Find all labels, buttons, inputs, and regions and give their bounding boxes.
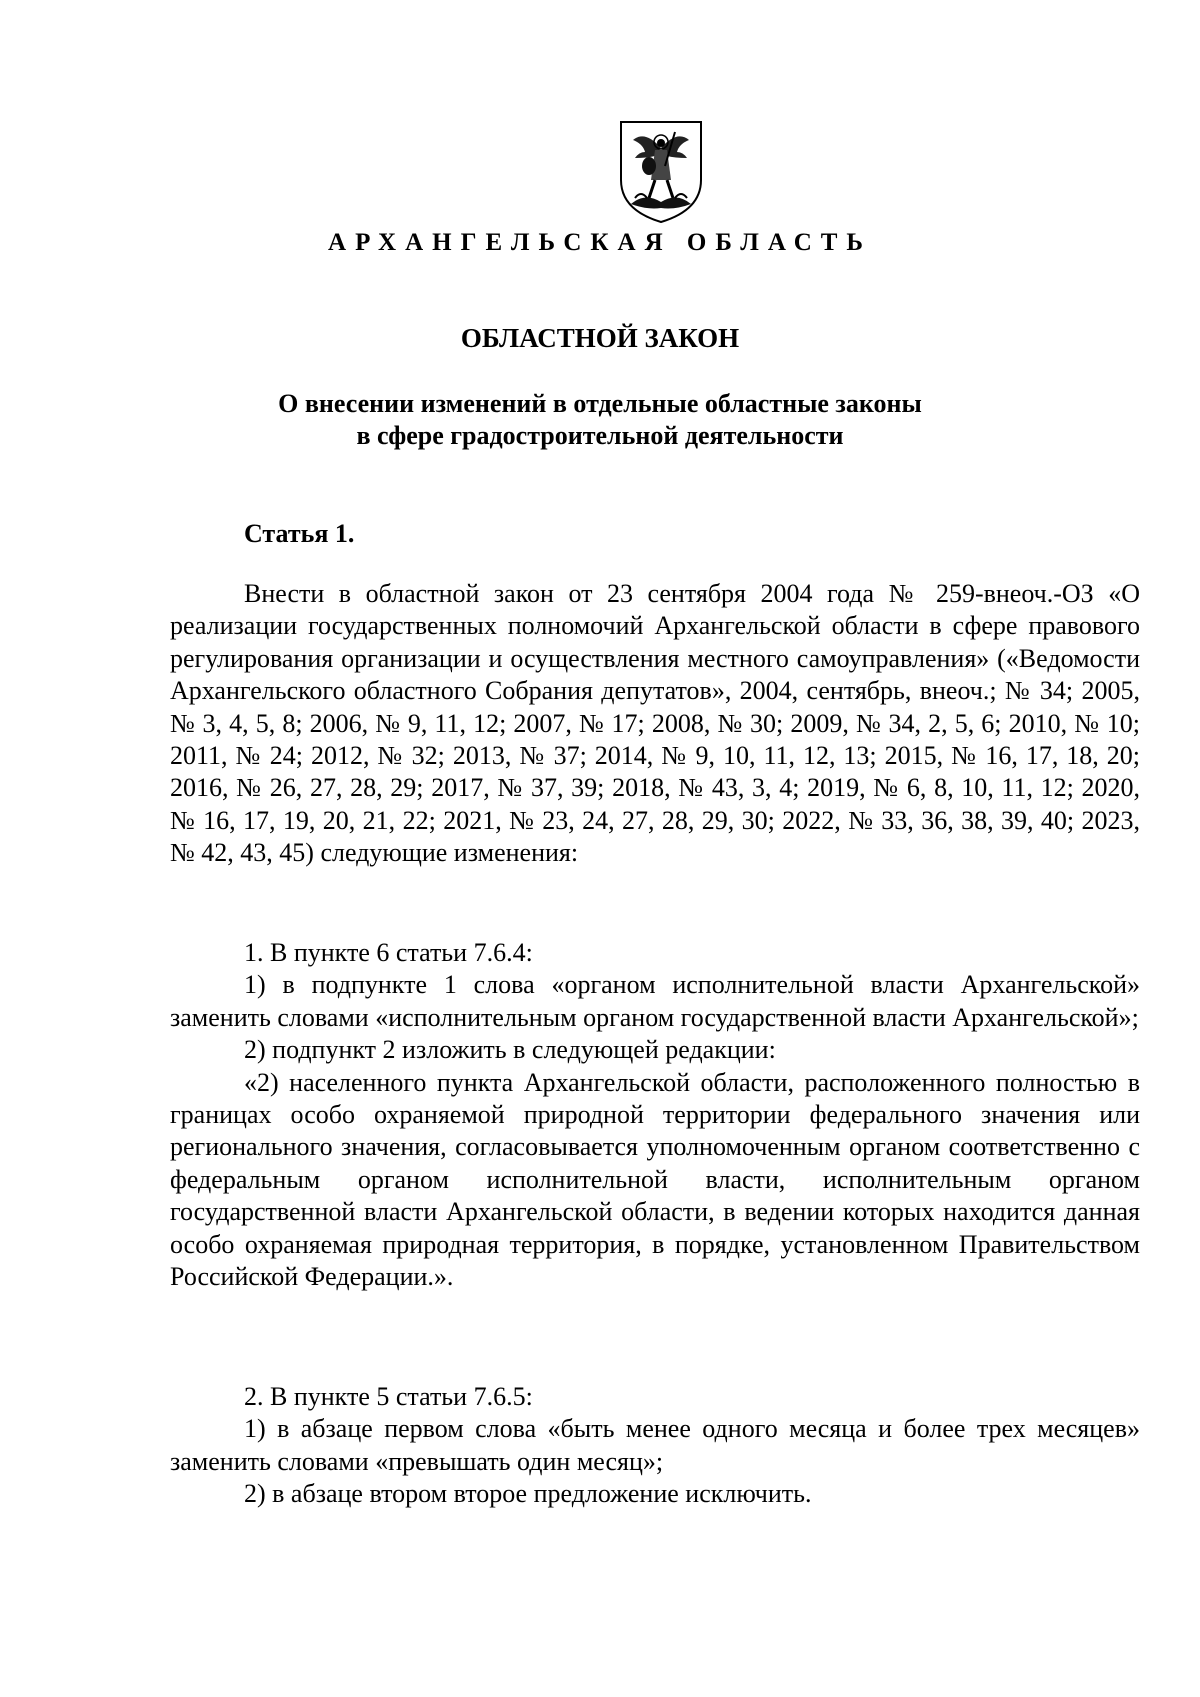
article-heading: Статья 1.	[244, 519, 355, 548]
region-name: АРХАНГЕЛЬСКАЯ ОБЛАСТЬ	[328, 229, 872, 256]
arkhangelsk-coat-of-arms-icon	[615, 118, 707, 226]
subitem-paragraph: 1) в абзаце первом слова «быть менее одного месяца и более трех месяцев» заменить словами «превышать один месяц»;	[170, 1414, 1140, 1476]
document-type: ОБЛАСТНОЙ ЗАКОН	[460, 323, 740, 353]
document-title	[0, 388, 1200, 452]
quoted-text-paragraph: «2) населенного пункта Архангельской области, расположенного полностью в границах особо охраняемой природной территории федерального значения или регионального значения, согласовывается уполномоченным органом соответственно с федеральным органом исполнительной власти, исполнительным органом государственной власти Архангельской области, в ведении которых находится данная особо охраняемая природная территория, в порядке, установленном Правительством Российской Федерации.».	[170, 1067, 1140, 1292]
document-title-line: в сфере градостроительной деятельности	[356, 421, 844, 450]
article-intro	[170, 578, 1140, 870]
item-heading: 2. В пункте 5 статьи 7.6.5:	[244, 1382, 533, 1411]
document-title-line: О внесении изменений в отдельные областные законы	[278, 389, 922, 418]
subitem-paragraph: 2) в абзаце втором второе предложение исключить.	[244, 1479, 812, 1509]
item-heading: 1. В пункте 6 статьи 7.6.4:	[244, 938, 533, 967]
subitem-paragraph: 2) подпункт 2 изложить в следующей редакции:	[244, 1035, 776, 1065]
intro-paragraph: Внести в областной закон от 23 сентября 2004 года № 259-внеоч.-ОЗ «О реализации государственных полномочий Архангельской области в сфере правового регулирования организации и осуществления местного самоуправления» («Ведомости Архангельского областного Собрания депутатов», 2004, сентябрь, внеоч.; № 34; 2005, № 3, 4, 5, 8; 2006, № 9, 11, 12; 2007, № 17; 2008, № 30; 2009, № 34, 2, 5, 6; 2010, № 10; 2011, № 24; 2012, № 32; 2013, № 37; 2014, № 9, 10, 11, 12, 13; 2015, № 16, 17, 18, 20; 2016, № 26, 27, 28, 29; 2017, № 37, 39; 2018, № 43, 3, 4; 2019, № 6, 8, 10, 11, 12; 2020, № 16, 17, 19, 20, 21, 22; 2021, № 23, 24, 27, 28, 29, 30; 2022, № 33, 36, 38, 39, 40; 2023, № 42, 43, 45) следующие изменения:	[170, 579, 1140, 868]
subitem-paragraph: 1) в подпункте 1 слова «органом исполнительной власти Архангельской» заменить словами «исполнительным органом государственной власти Архангельской»;	[170, 970, 1140, 1032]
amendment-item-2	[170, 1381, 1140, 1511]
amendment-item-1	[170, 937, 1140, 1293]
